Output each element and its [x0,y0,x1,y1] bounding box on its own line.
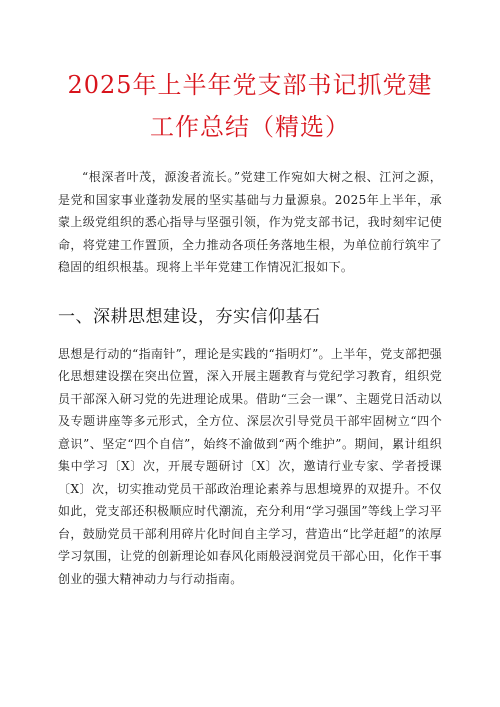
section-body-paragraph: 思想是行动的“指南针”，理论是实践的“指明灯”。上半年，党支部把强化思想建设摆在突出位置，深入开展主题教育与党纪学习教育，组织党员干部深入研习党的先进理论成果。借助“三会一课”、主题党日活动以及专题讲座等多元形式，全方位、深层次引导党员干部牢固树立“四个意识”、坚定“四个自信”，始终不渝做到“两个维护”。期间，累计组织集中学习〔X〕次，开展专题研讨〔X〕次，邀请行业专家、学者授课〔X〕次，切实推动党员干部政治理论素养与思想境界的双提升。不仅如此，党支部还积极顺应时代潮流，充分利用“学习强国”等线上学习平台，鼓励党员干部利用碎片化时间自主学习，营造出“比学赶超”的浓厚学习氛围，让党的创新理论如春风化雨般浸润党员干部心田，化作干事创业的强大精神动力与行动指南。 [58,346,442,586]
section-heading: 一、深耕思想建设，夯实信仰基石 [58,306,321,327]
title-line-2: 工作总结（精选） [150,113,350,141]
document-title [58,0,442,148]
title-line-1: 2025年上半年党支部书记抓党建 [67,71,433,99]
intro-paragraph: “根深者叶茂，源浚者流长。”党建工作宛如大树之根、江河之源，是党和国家事业蓬勃发展的坚实基础与力量源泉。2025年上半年，承蒙上级党组织的悉心指导与坚强引领，作为党支部书记，我时刻牢记使命，将党建工作置顶，全力推动各项任务落地生根，为单位前行筑牢了稳固的组织根基。现将上半年党建工作情况汇报如下。 [58,170,442,274]
